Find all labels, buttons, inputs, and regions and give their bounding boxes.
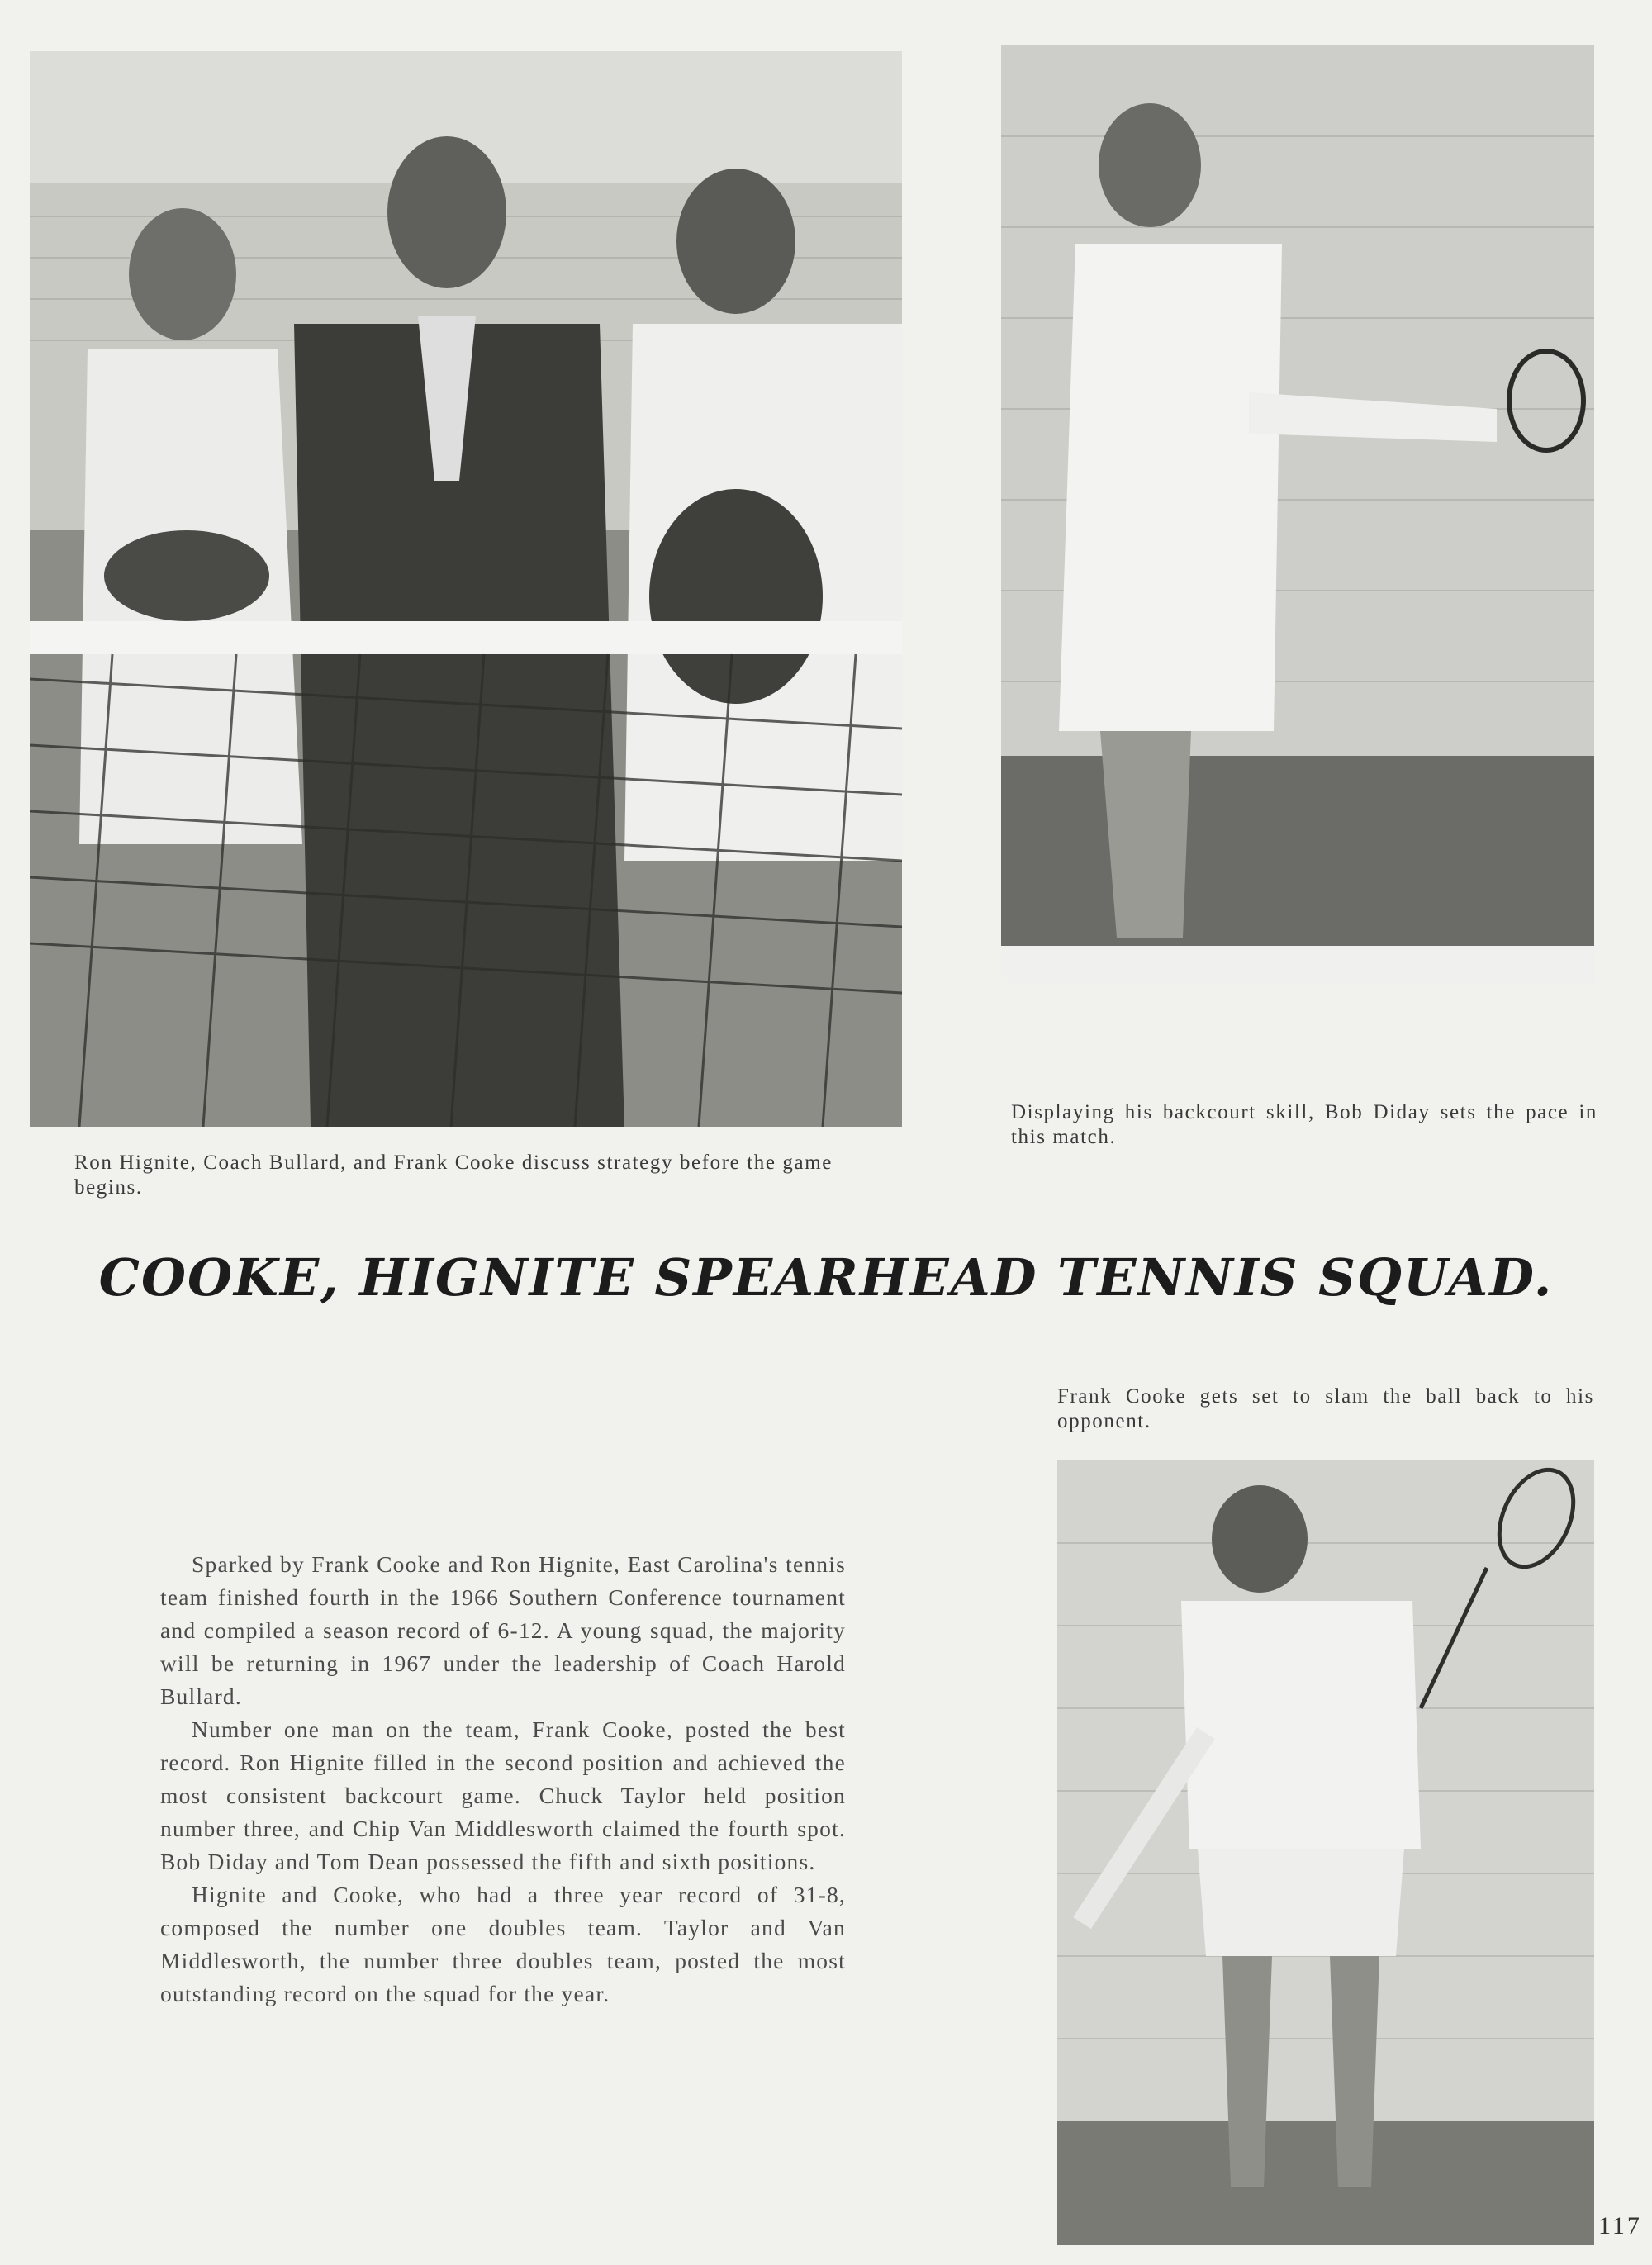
page-headline: COOKE, HIGNITE SPEARHEAD TENNIS SQUAD. bbox=[98, 1247, 1554, 1308]
photo-serving-player bbox=[1057, 1460, 1594, 2245]
photo-backcourt-player-image bbox=[1001, 45, 1594, 983]
photo-coach-and-players-image bbox=[30, 51, 902, 1127]
photo-backcourt-player bbox=[1001, 45, 1594, 983]
photo-coach-and-players bbox=[30, 51, 902, 1127]
article-paragraph: Hignite and Cooke, who had a three year record of 31-8, composed the number one doubles team. Taylor and Van Middlesworth, the number three doubles team, posted the most outstanding record on the squad for the year. bbox=[160, 1882, 846, 2006]
caption-serving-player: Frank Cooke gets set to slam the ball back to his opponent. bbox=[1057, 1385, 1594, 1432]
caption-coach-and-players: Ron Hignite, Coach Bullard, and Frank Cooke discuss strategy before the game begins. bbox=[74, 1151, 833, 1199]
caption-backcourt-player: Displaying his backcourt skill, Bob Diday sets the pace in this match. bbox=[1011, 1101, 1597, 1148]
article-body bbox=[160, 1548, 846, 2011]
article-paragraph: Sparked by Frank Cooke and Ron Hignite, East Carolina's tennis team finished fourth in the 1966 Southern Conference tournament and compiled a season record of 6-12. A young squad, the majority will be returning in 1967 under the leadership of Coach Harold Bullard. bbox=[160, 1551, 846, 1709]
photo-serving-player-image bbox=[1057, 1460, 1594, 2245]
page-number: 117 bbox=[1598, 2212, 1642, 2239]
article-paragraph: Number one man on the team, Frank Cooke, posted the best record. Ron Hignite filled in the second position and achieved the most consistent backcourt game. Chuck Taylor held position number three, and Chip Van Middlesworth claimed the fourth spot. Bob Diday and Tom Dean possessed the fifth and sixth positions. bbox=[160, 1717, 846, 1874]
